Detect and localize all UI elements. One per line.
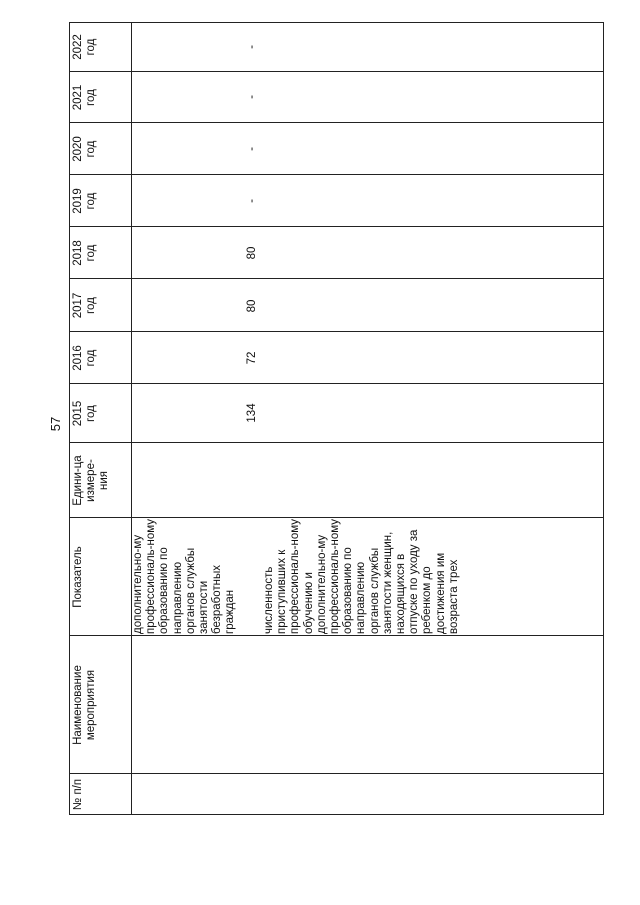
col-sep bbox=[69, 71, 604, 72]
col-sep bbox=[69, 442, 604, 443]
table-frame bbox=[69, 22, 604, 815]
header-year-2019: 2019 год bbox=[72, 188, 97, 214]
col-sep bbox=[69, 278, 604, 279]
value-2020: - bbox=[246, 147, 258, 151]
col-sep bbox=[69, 226, 604, 227]
col-sep bbox=[69, 773, 604, 774]
header-year-2021: 2021 год bbox=[72, 84, 97, 111]
value-2021: - bbox=[246, 95, 258, 99]
header-year-2020: 2020 год bbox=[72, 136, 97, 162]
header-year-2022: 2022 год bbox=[72, 34, 97, 60]
header-num: № п/п bbox=[72, 778, 84, 811]
col-sep bbox=[69, 122, 604, 123]
value-2016: 72 bbox=[246, 351, 258, 365]
rotated-table bbox=[69, 22, 604, 815]
col-sep bbox=[69, 174, 604, 175]
header-unit: Едини-ца измере-ния bbox=[72, 455, 110, 506]
indicator-cell-1: дополнительно-му профессиональ-ному образованию по направлению органов службы занятости безработных граждан bbox=[132, 518, 237, 634]
header-year-2015: 2015 год bbox=[72, 400, 97, 427]
col-sep bbox=[69, 517, 604, 518]
col-sep bbox=[69, 635, 604, 636]
value-2019: - bbox=[246, 199, 258, 203]
header-indicator: Показатель bbox=[72, 546, 84, 608]
indicator-cell-2: численность приступивших к профессиональ-ному обучению и дополнительно-му профессиональ-ному образованию по направлению органов службы занятости женщин, находящихся в отпуске по уходу за ребенком до достижения им возраста трех bbox=[263, 518, 460, 634]
col-sep bbox=[69, 383, 604, 384]
value-2015: 134 bbox=[246, 403, 258, 423]
value-2022: - bbox=[246, 45, 258, 49]
header-name: Наименование мероприятия bbox=[72, 665, 97, 745]
header-year-2018: 2018 год bbox=[72, 240, 97, 266]
header-year-2017: 2017 год bbox=[72, 292, 97, 319]
value-2017: 80 bbox=[246, 299, 258, 313]
header-separator bbox=[131, 22, 132, 815]
page-number: 57 bbox=[48, 416, 63, 432]
value-2018: 80 bbox=[246, 246, 258, 260]
header-year-2016: 2016 год bbox=[72, 345, 97, 371]
col-sep bbox=[69, 331, 604, 332]
